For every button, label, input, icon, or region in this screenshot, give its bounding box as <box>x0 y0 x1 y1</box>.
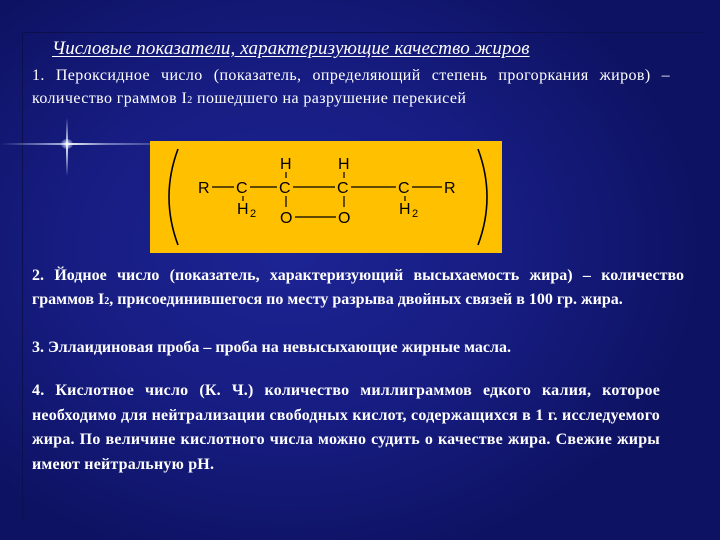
item2-subscript: 2 <box>104 296 110 307</box>
peroxide-structural-formula <box>150 141 502 253</box>
formula-h-c1: H <box>237 201 249 218</box>
item-elaidin-test: 3. Эллаидиновая проба – проба на невысыхающие жирные масла. <box>32 339 511 356</box>
item-acid-number: 4. Кислотное число (К. Ч.) количество миллиграммов едкого калия, которое необходимо для нейтрализации свободных кислот, содержащихся в 1 г. исследуемого жира. По величине кислотного числа можно судить о качестве жира. Свежие жиры имеют нейтральную рН. <box>32 382 660 473</box>
item1-text-after: пошедшего на разрушение перекисей <box>192 90 467 107</box>
frame-line-top <box>22 32 702 33</box>
formula-h-c1-sub: 2 <box>250 208 257 220</box>
item2-text-after: , присоединившегося по месту разрыва двойных связей в 100 гр. жира. <box>109 291 623 308</box>
item1-text-before: 1. Пероксидное число (показатель, определяющий степень прогоркания жиров) – количество граммов I <box>32 67 670 107</box>
peroxide-formula-panel <box>150 141 502 253</box>
formula-o1: O <box>280 210 293 227</box>
frame-line-left <box>22 32 23 522</box>
sparkle-core <box>61 139 73 149</box>
item2-text-before: 2. Йодное число (показатель, характеризующий высыхаемость жира) – количество граммов I <box>32 267 684 308</box>
formula-left-bracket <box>169 149 178 245</box>
formula-r-right: R <box>444 180 456 197</box>
formula-r-left: R <box>198 180 210 197</box>
formula-c1: C <box>236 180 248 197</box>
formula-h-c3: H <box>338 156 350 173</box>
formula-h-c2: H <box>280 156 292 173</box>
formula-c2: C <box>279 180 291 197</box>
item-peroxide-number <box>32 64 670 112</box>
formula-c3: C <box>337 180 349 197</box>
slide-title: Числовые показатели, характеризующие качество жиров <box>52 38 530 59</box>
formula-h-c4: H <box>399 201 411 218</box>
formula-c4: C <box>398 180 410 197</box>
item1-subscript: 2 <box>187 95 193 106</box>
formula-o2: O <box>338 210 351 227</box>
formula-right-bracket <box>478 149 487 245</box>
formula-h-c4-sub: 2 <box>412 208 419 220</box>
item-iodine-number <box>32 264 684 314</box>
